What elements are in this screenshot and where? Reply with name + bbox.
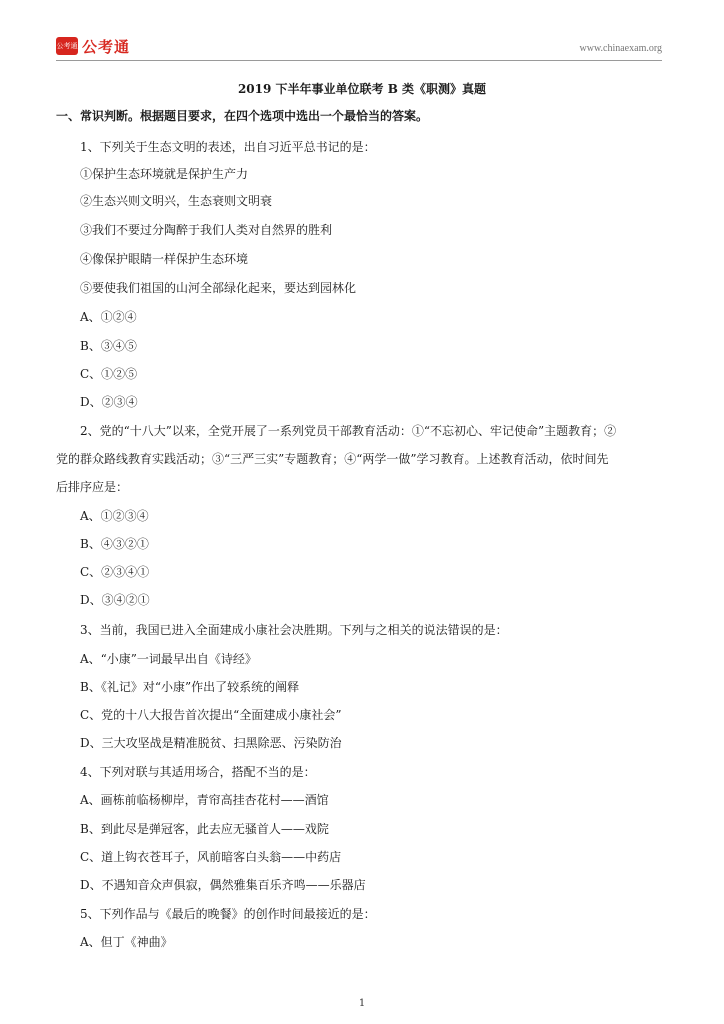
document-title: 2019 下半年事业单位联考 B 类《职测》真题 [237, 82, 487, 96]
page-number: 1 [358, 998, 366, 1009]
question-2-stem: 2、党的“十八大”以来，全党开展了一系列党员干部教育活动：①“不忘初心、牢记使命”主题教育；② [80, 424, 617, 438]
question-2-option: B、④③②① [80, 537, 149, 551]
page-header [56, 34, 662, 58]
question-4-option: B、到此尽是弹冠客，此去应无骚首人——戏院 [80, 822, 329, 836]
question-2-option: C、②③④① [80, 565, 150, 579]
question-3-option: A、“小康”一词最早出自《诗经》 [80, 652, 257, 666]
question-1-statement: ④像保护眼睛一样保护生态环境 [80, 252, 249, 266]
question-4-stem: 4、下列对联与其适用场合，搭配不当的是： [80, 765, 316, 779]
question-3-option: B、《礼记》对“小康”作出了较系统的阐释 [80, 680, 300, 694]
question-5-option: A、但丁《神曲》 [80, 935, 173, 949]
question-1-option: C、①②⑤ [80, 367, 138, 381]
question-1-option: D、②③④ [80, 395, 138, 409]
logo-text: 公考通 [82, 37, 131, 56]
question-3-option: D、三大攻坚战是精准脱贫、扫黑除恶、污染防治 [80, 736, 342, 750]
question-1-statement: ②生态兴则文明兴，生态衰则文明衰 [80, 194, 273, 208]
question-1-statement: ③我们不要过分陶醉于我们人类对自然界的胜利 [80, 223, 333, 237]
question-4-option: A、画栋前临杨柳岸，青帘高挂杏花村——酒馆 [80, 793, 329, 807]
question-2-stem: 党的群众路线教育实践活动；③“三严三实”专题教育；④“两学一做”学习教育。上述教育活动，依时间先 [56, 452, 609, 466]
logo-badge: 公考通 [56, 37, 78, 55]
question-2-option: D、③④②① [80, 593, 150, 607]
question-1-statement: ①保护生态环境就是保护生产力 [80, 167, 249, 181]
question-2-option: A、①②③④ [80, 509, 149, 523]
question-4-option: D、不遇知音众声俱寂，偶然雅集百乐齐鸣——乐器店 [80, 878, 366, 892]
section-heading: 一、常识判断。根据题目要求，在四个选项中选出一个最恰当的答案。 [56, 109, 429, 123]
question-1-stem: 1、下列关于生态文明的表述，出自习近平总书记的是： [80, 140, 376, 154]
question-4-option: C、道上钩衣苍耳子，风前暗客白头翁——中药店 [80, 850, 342, 864]
logo [56, 36, 130, 56]
question-1-option: B、③④⑤ [80, 339, 137, 353]
question-1-option: A、①②④ [80, 310, 137, 324]
question-5-stem: 5、下列作品与《最后的晚餐》的创作时间最接近的是： [80, 907, 376, 921]
header-divider [56, 60, 662, 61]
question-1-statement: ⑤要使我们祖国的山河全部绿化起来，要达到园林化 [80, 281, 357, 295]
site-url: www.chinaexam.org [579, 43, 662, 54]
question-2-stem: 后排序应是： [56, 480, 129, 494]
question-3-stem: 3、当前，我国已进入全面建成小康社会决胜期。下列与之相关的说法错误的是： [80, 623, 508, 637]
question-3-option: C、党的十八大报告首次提出“全面建成小康社会” [80, 708, 342, 722]
